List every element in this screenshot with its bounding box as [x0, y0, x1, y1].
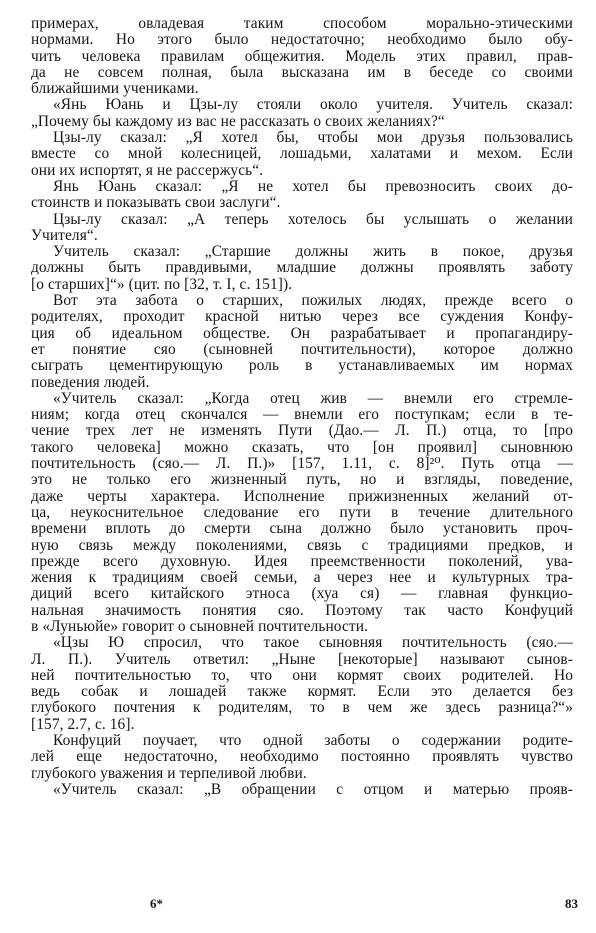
text-line: сыграть цементирующую роль в устанавливаемых им нормах: [31, 357, 573, 375]
text-line: ней почтительностью то, что они кормят своих родителей. Но: [31, 666, 573, 684]
text-line: должны быть правдивыми, младшие должны проявлять заботу: [31, 259, 573, 277]
text-line: Вот эта забота о старших, пожилых людях, прежде всего о: [53, 292, 573, 310]
text-line: ца, неукоснительное следование его пути в течение длительного: [31, 503, 573, 521]
text-line: да не совсем полная, была высказана им в беседе со своими: [31, 63, 573, 81]
text-line: жения к традициям своей семьи, а через нее и культурных тра-: [31, 569, 573, 587]
text-line: нормами. Но этого было недостаточно; необходимо было обу-: [31, 31, 573, 49]
text-line: ближайшими учениками.: [31, 80, 199, 98]
text-line: Учитель сказал: „Старшие должны жить в покое, друзья: [53, 243, 573, 261]
text-line: [о старших]“» (цит. по [32, т. I, с. 151]).: [31, 275, 293, 293]
text-line: [157, 2.7, с. 16].: [31, 715, 135, 733]
text-line: глубокого почтения к родителям, то в чем же здесь разница?“»: [31, 699, 573, 717]
text-line: это не только его жизненный путь, но и взгляды, поведение,: [31, 471, 573, 489]
text-line: прежде всего духовную. Идея преемственности поколений, ува-: [31, 552, 573, 570]
text-line: Конфуций поучает, что одной заботы о содержании родите-: [53, 732, 573, 750]
text-line: чить человека правилам общежития. Модель этих правил, прав-: [31, 47, 573, 65]
text-line: ную связь между поколениями, связь с традициями предков, и: [31, 536, 573, 554]
text-line: лей еще недостаточно, необходимо постоянно проявлять чувство: [31, 748, 573, 766]
text-line: «Учитель сказал: „Когда отец жив — внемли его стремле-: [53, 389, 573, 407]
printer-signature-mark: 6*: [150, 896, 163, 911]
text-line: нальная значимость понятия сяо. Поэтому так часто Конфуций: [31, 601, 573, 619]
text-line: ция об идеальном обществе. Он разрабатывает и пропагандиру-: [31, 324, 573, 342]
text-line: Учителя“.: [31, 226, 98, 244]
text-line: поведения людей.: [31, 373, 150, 391]
text-line: ет понятие сяо (сыновней почтительности), которое должно: [31, 340, 573, 358]
text-line: времени вплоть до смерти сына должно было установить проч-: [31, 520, 573, 538]
text-line: Цзы-лу сказал: „Я хотел бы, чтобы мои друзья пользовались: [53, 129, 573, 147]
text-line: вместе со мной колесницей, лошадьми, халатами и мехом. Если: [31, 145, 573, 163]
text-line: «Учитель сказал: „В обращении с отцом и матерью прояв-: [53, 780, 573, 798]
text-line: глубокого уважения и терпеливой любви.: [31, 764, 307, 782]
text-line: они их испортят, я не рассержусь“.: [31, 161, 264, 179]
page-number: 83: [565, 896, 578, 911]
body-text: [31, 16, 573, 798]
text-line: стоинств и показывать свои заслуги“.: [31, 194, 281, 212]
text-line: диций всего китайского этноса (хуа ся) — главная функцио-: [31, 585, 573, 603]
text-line: чение трех лет не изменять Пути (Дао.— Л. П.) отца, то [про: [31, 422, 573, 440]
text-line: ниям; когда отец скончался — внемли его поступкам; если в те-: [31, 406, 573, 424]
text-line: родителях, проходит красной нитью через все суждения Конфу-: [31, 308, 573, 326]
text-line: Цзы-лу сказал: „А теперь хотелось бы услышать о желании: [53, 210, 573, 228]
text-line: почтительность (сяо.— Л. П.)» [157, 1.11, с. 8]²⁰. Путь отца —: [31, 455, 573, 473]
text-line: „Почему бы каждому из вас не рассказать о своих желаниях?“: [31, 112, 445, 130]
text-line: ведь собак и лошадей также кормят. Если это делается без: [31, 683, 573, 701]
text-line: «Цзы Ю спросил, что такое сыновняя почтительность (сяо.—: [53, 634, 573, 652]
text-line: Янь Юань сказал: „Я не хотел бы превозносить своих до-: [53, 177, 573, 195]
page-footer: [0, 896, 596, 916]
text-line: в «Луньюйе» говорит о сыновней почтительности.: [31, 617, 369, 635]
text-line: Л. П.). Учитель ответил: „Ныне [некоторые] называют сынов-: [31, 650, 573, 668]
text-line: «Янь Юань и Цзы-лу стояли около учителя. Учитель сказал:: [53, 96, 573, 114]
text-line: такого человека] можно сказать, что [он проявил] сыновнюю: [31, 438, 573, 456]
text-line: даже черты характера. Исполнение прижизненных желаний от-: [31, 487, 573, 505]
text-line: примерах, овладевая таким способом морально-этическими: [31, 15, 573, 32]
